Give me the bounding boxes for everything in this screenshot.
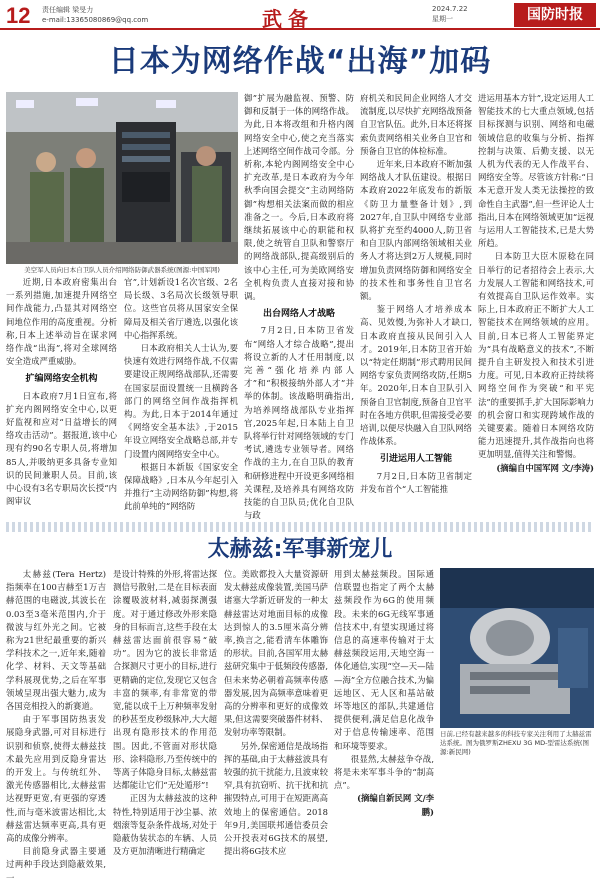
- paragraph: 鉴于网络人才培养成本高、见效慢,为弥补人才缺口,日本政府直接从民间引入人才。2019年,日本防卫省开始以“特定任期制”形式聘用民间网络专家负责网络攻防,任期5年。2020年,日本自卫队引入预备自卫官制度,预备自卫官平时在各地方供职,但需接受必要培训,以便尽快融入自卫队网络作战体系。: [360, 304, 472, 447]
- article1-column-1: [6, 276, 117, 520]
- paragraph: 用到太赫兹频段。国际通信联盟也指定了两个太赫兹频段作为6G的使用频段。未来的6G无线军事通信技术中,有望实现通过将信息的高速率传输对于太赫兹频段运用,天地空海一体化通信,实现“空—天—陆—海”全方位融合技术,为偏远地区、无人区和基站破坏等地区的部队,共建通信提供便利,满足信息化战争对于信息传输速率、范围和环境等要求。: [334, 569, 434, 751]
- article2-column-2: [113, 568, 217, 857]
- paragraph: 近期,日本政府密集出台一系列措施,加速提升网络空间作战能力,凸显其对网络空间地位作用的高度重视。分析称,日本上述举动旨在谋求网络作战“出海”,将对全球网络安全造成严重威胁。: [6, 277, 117, 367]
- photo-caption: 日前,已经有越来越多的科技专家关注利用了太赫兹雷达系统。图为俄罗斯ZHEXU 3G MD-型雷达系统(图源:新民网): [440, 730, 592, 756]
- masthead-logo: 国防时报: [514, 3, 596, 27]
- subheading: 出台网络人才战略: [262, 309, 335, 320]
- page-header: [0, 0, 600, 30]
- article1-column-5: [478, 92, 594, 520]
- paragraph: 由于军事国防热衷发展隐身武器,可对目标进行识别和侦察,使得太赫兹技术最先应用到反隐身雷达的开发上。与传统红外、激光传感器相比,太赫兹雷达视野更宽,有更强的穿透性,而与毫米波雷达相比,太赫兹雷达频率更高,具有更高的成像分辨率。: [6, 714, 106, 844]
- article1-column-4: [360, 92, 472, 520]
- article-credit: (摘编自新民网 文/李鹏): [357, 793, 434, 817]
- paragraph: 御”扩展为融监视、预警、防御和反制于一体的网络作战。为此,日本将改组和升格内阁网络安全中心,使之充当落实上述网络空间作战司令部。分析称,本轮内阁网络安全中心扩充改革,是日本政府为今年秋季向国会提交“主动网络防御”构想相关法案而做的相应准备之一。今后,日本政府将继续拓展该中心的职能和权限,使之统管自卫队和警察厅的网络战部队,提高级别后的该中心主任,可为美欧网络安全机构负责人直接对接和协调。: [244, 93, 354, 302]
- subheading: 引进运用人工智能: [379, 454, 452, 465]
- paragraph: 府机关和民间企业网络人才交流制度,以尽快扩充网络战预备自卫官队伍。此外,日本还将探索负责网络相关业务自卫官和预备自卫官的体检标准。: [360, 93, 472, 156]
- paragraph: 很显然,太赫兹争夺战,将是未来军事斗争的“制高点”。: [334, 753, 434, 791]
- page-number: 12: [6, 3, 31, 28]
- issue-date: 2024.7.22: [432, 5, 468, 13]
- date-block: [432, 4, 468, 24]
- photo-caption: 美空军人员向日本自卫队人员介绍网络防御武器系统(图源:中国军网): [24, 266, 220, 274]
- section-title: 武备: [262, 7, 314, 31]
- paragraph: 进运用基本方针”,设定运用人工智能技术的七大重点领域,包括目标探测与识别、网络和电磁领域信息的收集与分析、指挥控制与决策、后勤支援、以无人机为代表的无人作战平台、网络安全等。尽管该方针称:“日本无意开发人类无法操控的致命性自主武器”,但一些评论人士指出,日本在网络领域更加“远视与运用人工智能技术,已是大势所趋。: [478, 93, 594, 249]
- issue-weekday: 星期一: [432, 15, 453, 23]
- email-line: e-mail:13365080869@qq.com: [42, 16, 149, 24]
- headline: 太赫兹:军事新宠儿: [207, 537, 393, 562]
- paragraph: 正因为太赫兹波的这种特性,特别适用于沙尘暴、浓烟滚等复杂条件战场,对处于隐蔽伪装状态的车辆、人员及方更加清晰进行精确定: [113, 793, 217, 857]
- paragraph: 另外,保密通信是战场指挥的基础,由于太赫兹波具有较强的抗干扰能力,且波束较窄,具有抗窃听、抗干扰和抗摧毁特点,可用于在短距离高效地上的保密通信。2018年9月,美国联邦通信委员会公开投表对6G技术的展望,提出将6G技术应: [224, 740, 328, 857]
- editor-info: [42, 5, 148, 25]
- subheading: 扩编网络安全机构: [25, 374, 98, 385]
- article-photo: [6, 92, 238, 264]
- server-room-image: [6, 92, 238, 264]
- article1-column-2: [124, 276, 238, 520]
- radar-system-image: [440, 568, 594, 728]
- headline: 日本为网络作战“出海”加码: [108, 44, 492, 79]
- paragraph: 位。美欧都投入大量资源研发太赫兹成像装置,美国马萨诸塞大学新近研发的一种太赫兹雷达对地面目标的成像达到惊人的3.5厘米高分辨率,换言之,能看清车体雕饰的形状。目前,各国军用太赫兹研究集中于低频段传感器,但未来势必朝着高频率传感器发展,因为高频率意味着更高的分辨率和更好的成像效果,但这需要突破器件材料、发射功率等限制。: [224, 569, 328, 738]
- paragraph: 7月2日,日本防卫省制定并发布首个“人工智能推: [360, 470, 472, 494]
- paragraph: 目前隐身武器主要通过两种手段达到隐蔽效果,一: [6, 846, 106, 883]
- article1-column-3: [244, 92, 354, 520]
- article-credit: (摘编自中国军网 文/李涛): [496, 462, 594, 473]
- section-divider: [6, 522, 594, 532]
- paragraph: 日本防卫大臣木原稔在同日举行的记者招待会上表示,大力发展人工智能和网络技术,可有效提高自卫队运作效率。实际上,日本政府正不断扩大人工智能技术在网络领域的应用。目前,日本已将人工智能界定为“具有战略意义的技术”,不断提升自主研发投入和技术引进力度。可见,日本政府正持续将网络空间作为突破“和平宪法”的重要抓手,扩大国际影响力的机会窗口和实现跨域作战的关键要素。随着日本网络攻防能力迅速提升,其作战指向也将更加明显,值得关注和警惕。: [478, 251, 594, 460]
- paragraph: 官”,计划新设1名次官级、2名局长级、3名局次长级领导职位。这些官员将从国家安全保障局及相关省厅遴选,以强化该中心指挥系统。: [124, 277, 238, 340]
- paragraph: 近年来,日本政府不断加强网络战人才队伍建设。根据日本政府2022年底发布的新版《防卫力量整备计划》,到2027年,自卫队中网络专业部队将扩充至约4000人,防卫省和自卫队内部网络领域相关业务人才将达到2万人规模,同时增加负责网络防御和网络安全的技术性和事务性自卫官名额。: [360, 159, 472, 302]
- article2-column-3: [224, 568, 328, 857]
- paragraph: 日本政府7月1日宣布,将扩充内阁网络安全中心,以更好监视和应对“日益增长的网络攻击活动”。据报道,该中心现有约90名专职人员,将增加85人,并吸纳更多具备专业知识的民间兼职人员。目前,该中心设有3名专职局次长授“内阁审议: [6, 390, 117, 507]
- paragraph: 太赫兹(Tera Hertz)指频率在100吉赫至1万吉赫范围的电磁波,其波长在0.03至3毫米范围内,介于微波与红外光之间。它被称为21世纪最重要的新兴学科技术之一,近年来,随着化学、材料、天文等基础学科展现优势,之后在军事领域呈现出强大魅力,成为各国竞相投入的新赛道。: [6, 569, 106, 712]
- paragraph: 是设计特殊的外形,将雷达探测信号散射,二是在目标表面涂覆吸波材料,减弱探测强度。对于通过修改外形来隐身的目标而言,这些手段在太赫兹雷达面前很容易“破功”。因为它的波长非常适合探测尺寸更小的目标,进行更精确的定位,发现它又包含丰富的频率,有非常宽的带宽,能以成千上万种频率发射的秒甚至皮秒级脉冲,大大超出现有隐形技术的作用范围。因此,不管面对形状隐形、涂料隐形,乃至传统中的等离子体隐身目标,太赫兹雷达都能让它们“无处遁形”!: [113, 569, 217, 791]
- article-photo: [440, 568, 594, 728]
- paragraph: 根据日本新版《国家安全保障战略》,日本从今年起引入并推行“主动网络防御”构想,将此前单纯的“网络防: [124, 461, 238, 512]
- editor-line: 责任编辑 梁旻力: [42, 6, 94, 14]
- article2-column-4: [334, 568, 434, 830]
- paragraph: 日本政府相关人士认为,要快速有效进行网络作战,不仅需要建设正规网络战部队,还需要在国家层面设置统一且横跨各部门的网络空间作战指挥机构。为此,日本于2014年通过《网络安全基本法》,于2015年设立网络安全战略总部,并专门设置内阁网络安全中心。: [124, 343, 238, 459]
- paragraph: 7月2日,日本防卫省发布“网络人才综合战略”,提出将设立新的人才任用制度,以完善“强化培养内部人才”和“积极接纳外部人才”并举的体制。该战略明确指出,为培养网络战部队专业指挥官,2025年起,日本陆上自卫队将举行针对网络领域的专门考试,遴选专业领导者。网络作战的主力,在自卫队的教育和研修进程中开设更多网络相关课程,及培养具有网络攻防技能的自卫队员;优化自卫队与政: [244, 325, 354, 521]
- article2-column-1: [6, 568, 106, 883]
